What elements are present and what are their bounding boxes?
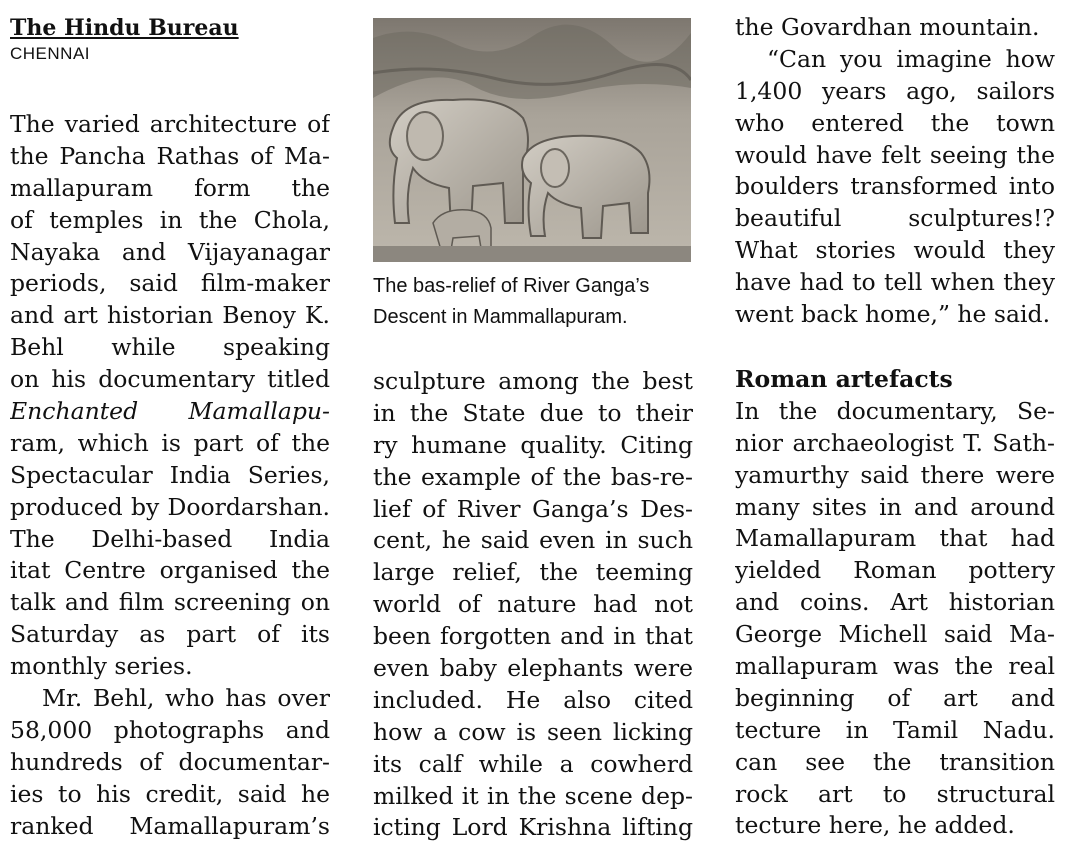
- dateline: CHENNAI: [10, 44, 91, 63]
- text-line: George Michell said Ma-: [735, 620, 1055, 649]
- section-subhead: Roman artefacts: [735, 365, 953, 393]
- text-line: ry humane quality. Citing: [373, 430, 693, 459]
- text-line: mallapuram was the real: [735, 652, 1055, 681]
- text-line: talk and film screening on: [10, 588, 330, 617]
- caption-line: Descent in Mammallapuram.: [373, 306, 628, 328]
- text-line: In the documentary, Se-: [735, 396, 1055, 425]
- text-line: can see the transition: [735, 747, 1055, 776]
- text-line: produced by Doordarshan.: [10, 492, 330, 521]
- text-line: the Govardhan mountain.: [735, 13, 1040, 41]
- text-line: Enchanted Mamallapu-: [10, 397, 330, 426]
- text-line: milked it in the scene dep-: [373, 781, 693, 810]
- article-column-1: [10, 0, 330, 66]
- text-line: Mr. Behl, who has over: [42, 684, 330, 713]
- text-line: hundreds of documentar-: [10, 747, 330, 776]
- text-line: itat Centre organised the: [10, 556, 330, 585]
- text-line: rock art to structural: [735, 779, 1055, 808]
- byline: The Hindu Bureau: [10, 15, 239, 41]
- text-line: boulders transformed into: [735, 172, 1055, 201]
- text-line: 1,400 years ago, sailors: [735, 76, 1055, 105]
- text-line: in the State due to their: [373, 398, 693, 427]
- column-3-text: [735, 12, 1055, 331]
- text-line: Spectacular India Series,: [10, 460, 330, 489]
- text-line: Saturday as part of its: [10, 620, 330, 649]
- text-line: on his documentary titled: [10, 365, 330, 394]
- text-line: who entered the town: [735, 108, 1055, 137]
- text-line: beautiful sculptures!?: [735, 204, 1055, 233]
- text-line: the Pancha Rathas of Ma-: [10, 141, 330, 170]
- text-line: The Delhi-based India: [10, 524, 330, 553]
- column-3-section: [735, 364, 1055, 842]
- text-line: ranked Mamallapuram’s: [10, 811, 330, 840]
- text-line: yamurthy said there were: [735, 460, 1055, 489]
- text-line: monthly series.: [10, 652, 193, 681]
- text-line: 58,000 photographs and: [10, 715, 330, 744]
- caption-line: The bas-relief of River Ganga’s: [373, 275, 650, 297]
- text-line: What stories would they: [735, 236, 1055, 265]
- text-line: of temples in the Chola,: [10, 205, 330, 234]
- text-line: periods, said film-maker: [10, 269, 330, 298]
- column-2-text: [373, 366, 693, 844]
- text-line: ram, which is part of the: [10, 428, 330, 457]
- text-line: world of nature had not: [373, 590, 693, 619]
- bas-relief-photo: [373, 18, 691, 262]
- text-line: tecture here, he added.: [735, 811, 1015, 840]
- text-line: “Can you imagine how: [767, 44, 1055, 73]
- text-line: yielded Roman pottery: [735, 556, 1055, 585]
- text-line: mallapuram form the: [10, 173, 330, 202]
- text-line: Nayaka and Vijayanagar: [10, 237, 330, 266]
- text-line: nior archaeologist T. Sath-: [735, 428, 1055, 457]
- text-line: included. He also cited: [373, 685, 693, 714]
- text-line: sculpture among the best: [373, 367, 693, 395]
- text-line: large relief, the teeming: [373, 558, 693, 587]
- column-1-text: [10, 109, 330, 842]
- text-line: and art historian Benoy K.: [10, 301, 330, 330]
- text-line: the example of the bas-re-: [373, 462, 693, 491]
- text-line: icting Lord Krishna lifting: [373, 813, 693, 842]
- text-line: would have felt seeing the: [735, 140, 1055, 169]
- text-line: The varied architecture of: [10, 110, 330, 138]
- text-line: tecture in Tamil Nadu.: [735, 715, 1055, 744]
- elephant-relief-image: [373, 18, 691, 262]
- text-line: Behl while speaking: [10, 333, 330, 362]
- text-line: and coins. Art historian: [735, 588, 1055, 617]
- text-line: have had to tell when they: [735, 268, 1055, 297]
- photo-caption: [373, 271, 693, 333]
- text-line: went back home,” he said.: [735, 300, 1051, 329]
- text-line: ies to his credit, said he: [10, 779, 330, 808]
- text-line: how a cow is seen licking: [373, 717, 693, 746]
- section-text: [735, 396, 1055, 842]
- text-line: many sites in and around: [735, 492, 1055, 521]
- text-line: its calf while a cowherd: [373, 749, 693, 778]
- text-line: been forgotten and in that: [373, 622, 693, 651]
- text-line: lief of River Ganga’s Des-: [373, 494, 693, 523]
- text-line: Mamallapuram that had: [735, 524, 1055, 553]
- text-line: cent, he said even in such: [373, 526, 693, 555]
- text-line: beginning of art and: [735, 683, 1055, 712]
- text-line: even baby elephants were: [373, 654, 693, 683]
